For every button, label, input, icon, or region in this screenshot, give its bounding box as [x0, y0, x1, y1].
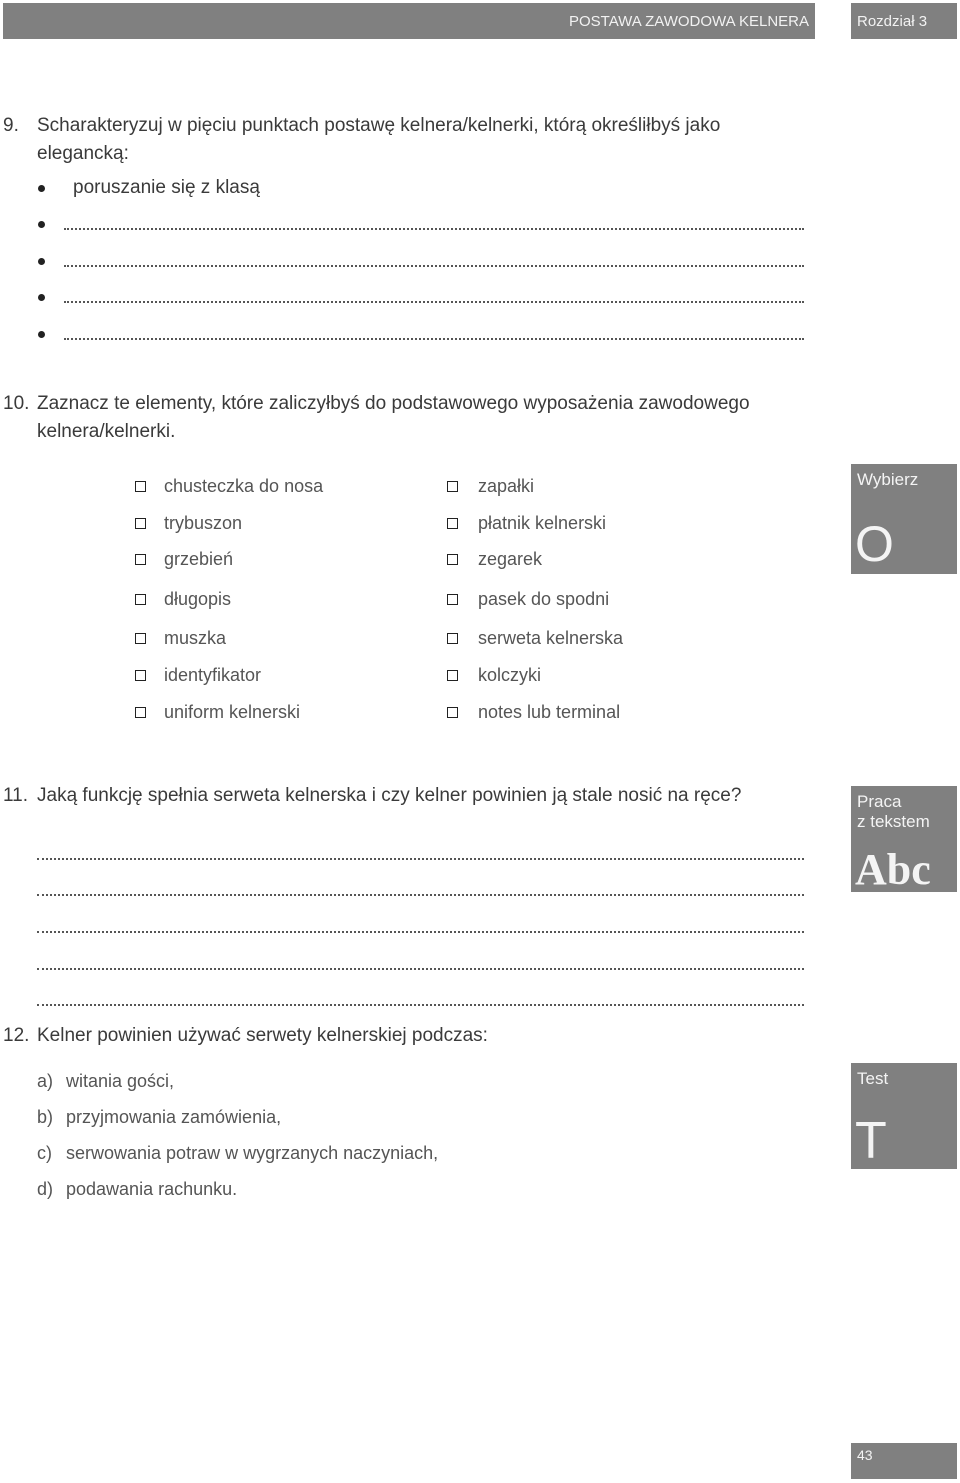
option-label: długopis — [164, 589, 232, 609]
option-text[interactable]: podawania rachunku. — [66, 1179, 238, 1199]
question-12-text: Kelner powinien używać serwety kelnerskiej podczas: — [37, 1025, 488, 1046]
checkbox[interactable] — [135, 707, 146, 718]
option-label: trybuszon — [164, 513, 243, 533]
question-10-line1: Zaznacz te elementy, które zaliczyłbyś do podstawowego wyposażenia zawodowego — [37, 393, 750, 414]
checkbox[interactable] — [447, 633, 458, 644]
option-letter: d) — [37, 1179, 54, 1199]
badge-text-work-label — [857, 792, 930, 832]
question-9-line2: elegancką: — [37, 143, 129, 164]
option-letter: b) — [37, 1107, 54, 1127]
answer-line[interactable] — [37, 1004, 804, 1006]
badge-test-symbol: T — [855, 1112, 887, 1170]
badge-text-work-symbol: Abc — [855, 845, 931, 894]
badge-text-work-label1: Praca — [857, 792, 902, 811]
option-label: pasek do spodni — [478, 589, 610, 609]
badge-test — [851, 1063, 957, 1169]
page-number-text: 43 — [857, 1447, 873, 1463]
checkbox[interactable] — [135, 554, 146, 565]
badge-text-work-label2: z tekstem — [857, 812, 930, 831]
question-11-text: Jaką funkcję spełnia serweta kelnerska i czy kelner powinien ją stale nosić na ręce? — [37, 785, 742, 806]
checkbox[interactable] — [447, 518, 458, 529]
checkbox[interactable] — [447, 594, 458, 605]
header-title: POSTAWA ZAWODOWA KELNERA — [568, 12, 809, 30]
answer-line[interactable] — [64, 301, 804, 303]
question-9-line1: Scharakteryzuj w pięciu punktach postawę kelnera/kelnerki, którą określiłbyś jako — [37, 115, 721, 136]
option-label: serweta kelnerska — [478, 628, 624, 648]
answer-line[interactable] — [37, 968, 804, 970]
option-text[interactable]: przyjmowania zamówienia, — [66, 1107, 282, 1127]
option-label: kolczyki — [478, 665, 542, 685]
option-label: muszka — [164, 628, 227, 648]
option-label: chusteczka do nosa — [164, 476, 324, 496]
option-label: grzebień — [164, 549, 234, 569]
badge-test-label: Test — [857, 1069, 889, 1088]
badge-text-work — [851, 786, 957, 892]
bullet — [38, 294, 45, 301]
option-letter: c) — [37, 1143, 52, 1163]
running-header — [3, 3, 815, 39]
checkbox[interactable] — [135, 518, 146, 529]
answer-line[interactable] — [64, 228, 804, 230]
badge-choose-symbol: O — [855, 516, 894, 572]
checkbox[interactable] — [447, 707, 458, 718]
checkbox[interactable] — [135, 633, 146, 644]
option-label: uniform kelnerski — [164, 702, 301, 722]
answer-line[interactable] — [64, 265, 804, 267]
first-answer: poruszanie się z klasą — [73, 177, 260, 198]
checkbox[interactable] — [135, 594, 146, 605]
badge-choose — [851, 464, 957, 574]
checkbox[interactable] — [447, 670, 458, 681]
question-9-number: 9. — [3, 115, 19, 136]
question-10-line2: kelnera/kelnerki. — [37, 421, 176, 442]
answer-line[interactable] — [37, 894, 804, 896]
checkbox[interactable] — [447, 481, 458, 492]
option-text[interactable]: witania gości, — [66, 1071, 175, 1091]
option-label: zapałki — [478, 476, 535, 496]
checkbox[interactable] — [135, 670, 146, 681]
option-label: płatnik kelnerski — [478, 513, 607, 533]
question-12-number: 12. — [3, 1025, 30, 1046]
option-label: identyfikator — [164, 665, 262, 685]
bullet — [38, 331, 45, 338]
answer-line[interactable] — [64, 338, 804, 340]
chapter-label — [851, 3, 957, 39]
answer-line[interactable] — [37, 858, 804, 860]
page-number — [851, 1443, 957, 1479]
option-letter: a) — [37, 1071, 54, 1091]
bullet — [38, 221, 45, 228]
chapter-text: Rozdział 3 — [857, 12, 928, 30]
checkbox[interactable] — [447, 554, 458, 565]
badge-choose-label: Wybierz — [857, 470, 919, 489]
option-text[interactable]: serwowania potraw w wygrzanych naczyniach, — [66, 1143, 439, 1163]
question-11-number: 11. — [3, 785, 29, 806]
answer-line[interactable] — [37, 931, 804, 933]
bullet — [38, 185, 45, 192]
bullet — [38, 258, 45, 265]
question-10-number: 10. — [3, 393, 30, 414]
option-label: zegarek — [478, 549, 543, 569]
option-label: notes lub terminal — [478, 702, 621, 722]
checkbox[interactable] — [135, 481, 146, 492]
